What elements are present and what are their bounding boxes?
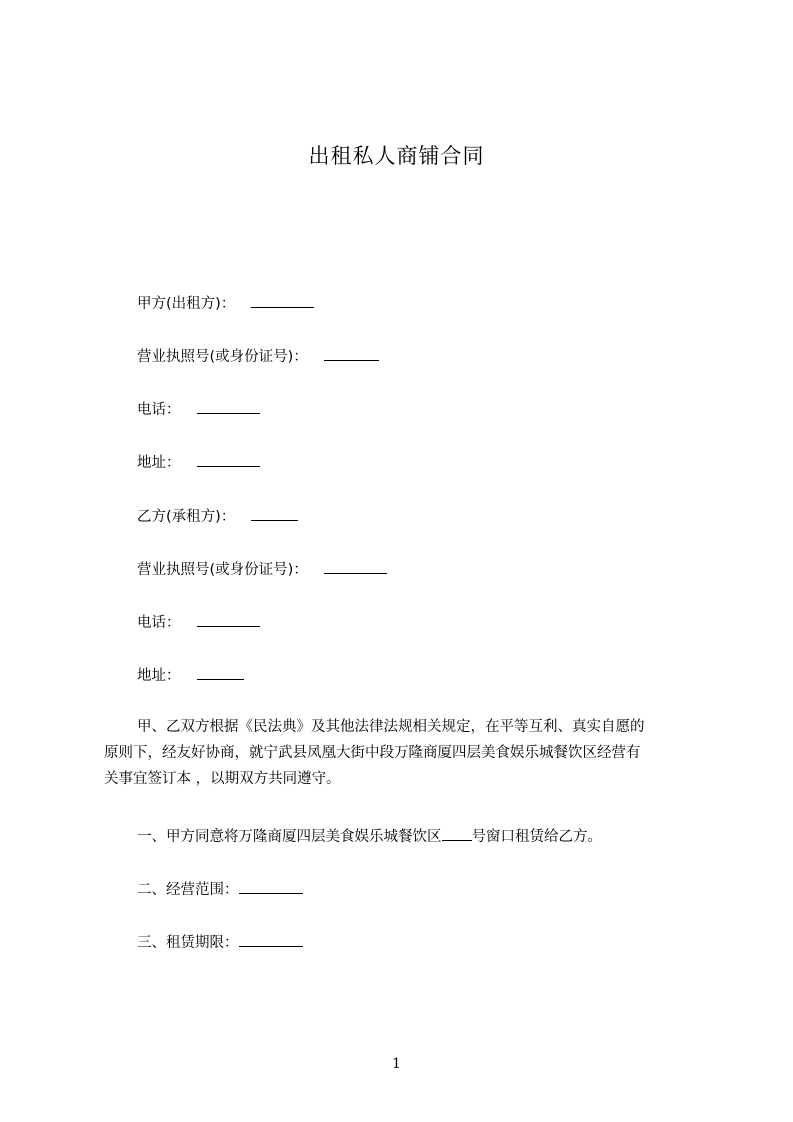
party-b-phone-label: 电话： xyxy=(137,615,181,631)
clause-1-text-after: 号窗口租赁给乙方。 xyxy=(471,829,602,845)
party-a-label: 甲方(出租方)： xyxy=(137,296,236,312)
clause-3-blank xyxy=(239,932,303,947)
clause-2-blank xyxy=(239,879,303,894)
party-a-phone-label: 电话： xyxy=(137,402,181,418)
document-title: 出租私人商铺合同 xyxy=(308,144,485,168)
party-a-license-label: 营业执照号(或身份证号)： xyxy=(137,349,308,365)
preamble-paragraph xyxy=(104,714,704,792)
party-a-license-row xyxy=(137,345,379,366)
clause-2-label: 二、经营范围： xyxy=(137,882,239,898)
clause-1-text-before: 一、甲方同意将万隆商厦四层美食娱乐城餐饮区 xyxy=(137,829,442,845)
party-b-license-label: 营业执照号(或身份证号)： xyxy=(137,562,308,578)
preamble-line-3: 关事宜签订本 ，以期双方共同遵守。 xyxy=(104,771,341,787)
party-b-row xyxy=(137,505,298,526)
party-b-blank xyxy=(251,506,298,521)
party-b-phone-row xyxy=(137,611,260,632)
clause-1-window-blank xyxy=(442,826,472,841)
party-a-phone-row xyxy=(137,398,260,419)
party-b-address-row xyxy=(137,664,244,685)
clause-3-label: 三、租赁期限： xyxy=(137,935,239,951)
clause-1 xyxy=(137,825,602,846)
party-a-address-label: 地址： xyxy=(137,455,181,471)
clause-3 xyxy=(137,931,303,952)
party-a-address-row xyxy=(137,451,260,472)
preamble-line-2: 原则下，经友好协商，就宁武县凤凰大街中段万隆商厦四层美食娱乐城餐饮区经营有 xyxy=(104,745,641,761)
party-b-address-label: 地址： xyxy=(137,668,181,684)
party-b-license-row xyxy=(137,558,387,579)
party-b-label: 乙方(承租方)： xyxy=(137,509,236,525)
party-a-address-blank xyxy=(197,452,260,467)
party-b-phone-blank xyxy=(197,612,260,627)
clause-2 xyxy=(137,878,303,899)
party-a-phone-blank xyxy=(197,399,260,414)
party-b-license-blank xyxy=(324,559,387,574)
party-a-blank xyxy=(251,293,314,308)
party-a-license-blank xyxy=(324,346,379,361)
party-a-row xyxy=(137,292,314,313)
preamble-line-1: 甲、乙双方根据《民法典》及其他法律法规相关规定，在平等互利、真实自愿的 xyxy=(137,719,645,735)
page-number: 1 xyxy=(392,1056,401,1072)
party-b-address-blank xyxy=(197,665,244,680)
